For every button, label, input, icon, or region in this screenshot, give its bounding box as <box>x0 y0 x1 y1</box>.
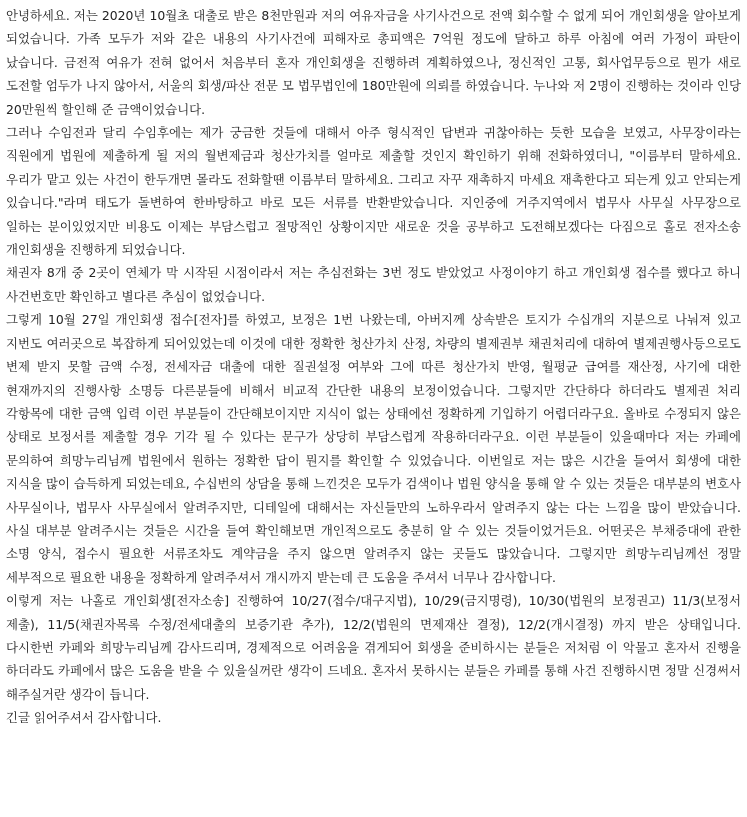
paragraph-intro: 안녕하세요. 저는 2020년 10월초 대출로 받은 8천만원과 저의 여유자금을 사기사건으로 전액 회수할 수 없게 되어 개인회생을 알아보게 되었습니다. 가족 모두가 저와 같은 내용의 사기사건에 피해자로 총피액은 7억원 정도에 달하고 하루 아침에 여러 가정이 파탄이 났습니다. 금전적 여유가 전혀 없어서 처음부터 혼자 개인회생을 진행하려 계획하였으나, 정신적인 고통, 회사업무등으로 뭔가 새로 도전할 엄두가 나지 않아서, 서울의 회생/파산 전문 모 법무법인에 180만원에 의뢰를 하였습니다. 누나와 저 2명이 진행하는 것이라 인당 20만원씩 할인해 준 금액이었습니다. <box>6 8 741 117</box>
paragraph-closing: 긴글 읽어주셔서 감사합니다. <box>6 710 162 726</box>
paragraph-law-firm-experience: 그러나 수임전과 달리 수임후에는 제가 궁금한 것들에 대해서 아주 형식적인 답변과 귀찮아하는 듯한 모습을 보였고, 사무장이라는 직원에게 법원에 제출하게 될 저의 월변제금과 청산가치를 얼마로 제출할 것인지 확인하기 위해 전화하였더니, "이름부터 말하세요. 우리가 맡고 있는 사건이 한두개면 몰라도 전화할땐 이름부터 말하세요. 그리고 자꾸 재촉하지 마세요 재촉한다고 되는게 있고 안되는게 있습니다."라며 태도가 돌변하여 한바탕하고 바로 모든 서류를 반환받았습니다. 지인중에 거주지역에서 법무사 사무실 사무장으로 일하는 분이있었지만 비용도 이제는 부담스럽고 절망적인 상황이지만 새로운 것을 공부하고 도전해보겠다는 다짐으로 홀로 전자소송 개인회생을 진행하게 되었습니다. <box>6 125 741 258</box>
paragraph-correction-process: 그렇게 10월 27일 개인회생 접수[전자]를 하였고, 보정은 1번 나왔는데, 아버지께 상속받은 토지가 수십개의 지분으로 나눠져 있고 지번도 여러곳으로 복잡하게 되어있었는데 이것에 대한 정확한 청산가치 산정, 차량의 별제권부 채권처리에 대하여 별제권행사등으로도 변제 받지 못할 금액 수정, 전세자금 대출에 대한 질권설정 여부와 그에 따른 청산가치 반영, 월평균 급여를 재산정, 사기에 대한 현재까지의 진행사항 소명등 다른분들에 비해서 비교적 간단한 내용의 보정이었습니다. 그렇지만 간단하다 하더라도 별제권 처리 각항목에 대한 금액 입력 이런 부분들이 간단해보이지만 지식이 없는 상태에선 정확하게 기입하기 어렵더라구요. 올바로 수정되지 않은 상태로 보정서를 제출할 경우 기각 될 수 있다는 문구가 상당히 부담스럽게 작용하더라구요. 이런 부분들이 있을때마다 저는 카페에 문의하여 희망누리님께 법원에서 원하는 정확한 답이 뭔지를 확인할 수 있었습니다. 이번일로 저는 많은 시간을 들여서 회생에 대한 지식을 많이 습득하게 되었는데요, 수십번의 상담을 통해 느낀것은 모두가 검색이나 법원 양식을 통해 알 수 있는 것들은 대부분의 변호사 사무실이나, 법무사 사무실에서 알려주지만, 디테일에 대해서는 자신들만의 노하우라서 알려주지 않는 다는 느낌을 많이 받았습니다. 사실 대부분 알려주시는 것들은 시간을 들여 확인해보면 개인적으로도 충분히 알 수 있는 것들이었거든요. 어떤곳은 부채증대에 관한 소명 양식, 접수시 필요한 서류조차도 계약금을 주지 않으면 알려주지 않는 곳들도 많았습니다. 그렇지만 희망누리님께선 정말 세부적으로 필요한 내용을 정확하게 알려주셔서 개시까지 받는데 큰 도움을 주셔서 너무나 감사합니다. <box>6 312 741 585</box>
paragraph-creditor-calls: 채권자 8개 중 2곳이 연체가 막 시작된 시점이라서 저는 추심전화는 3번 정도 받았었고 사정이야기 하고 개인회생 접수를 했다고 하니 사건번호만 확인하고 별다른 추심이 없었습니다. <box>6 265 741 304</box>
paragraph-timeline-thanks: 이렇게 저는 나홀로 개인회생[전자소송] 진행하여 10/27(접수/대구지법), 10/29(금지명령), 10/30(법원의 보정권고) 11/3(보정서 제출), 11/5(채권자목록 수정/전세대출의 보증기관 추가), 12/2(법원의 면제재산 결정), 12/2(개시결정) 까지 받은 상태입니다. 다시한번 카페와 희망누리님께 감사드리며, 경제적으로 어려움을 겪게되어 회생을 준비하시는 분들은 저처럼 이 악물고 혼자서 진행을 하더라도 카페에서 많은 도움을 받을 수 있을실꺼란 생각이 드네요. 혼자서 못하시는 분들은 카페를 통해 사건 진행하시면 정말 신경써서 해주실거란 생각이 듭니다. <box>6 593 741 702</box>
